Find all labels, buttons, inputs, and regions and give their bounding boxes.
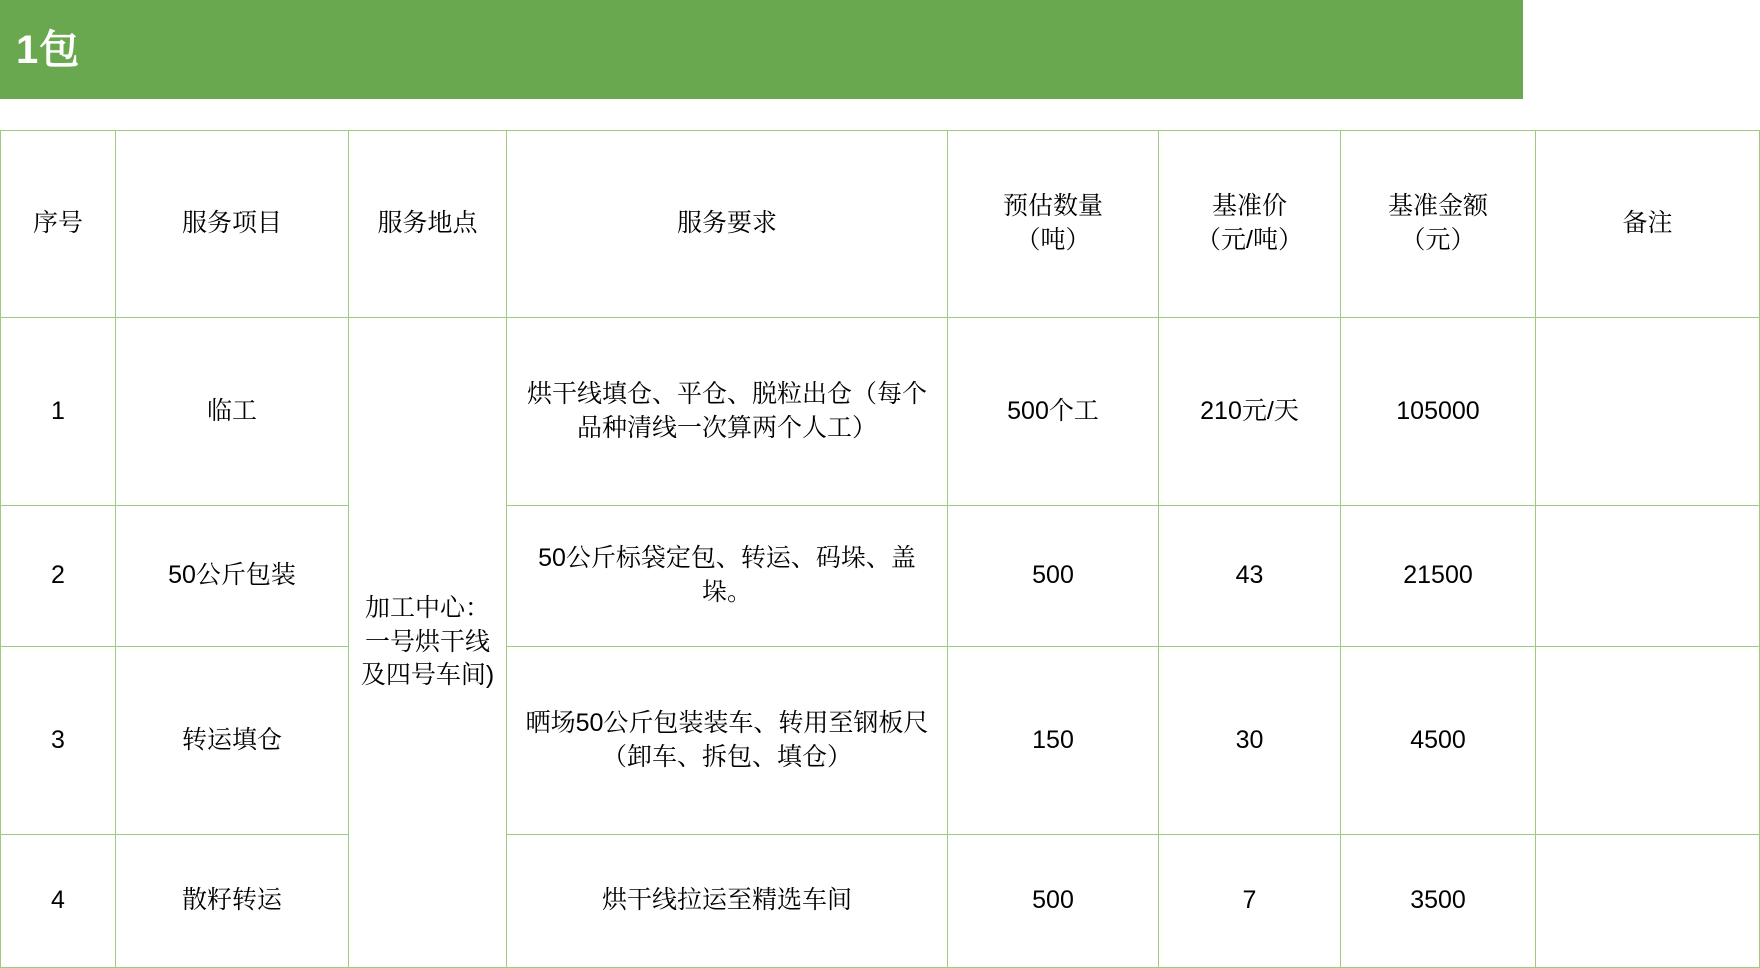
table-row (1, 647, 1760, 835)
cell-base-amount: 105000 (1341, 318, 1536, 506)
cell-estimated-quantity: 500 (948, 506, 1159, 647)
header-service-item: 服务项目 (116, 131, 349, 318)
cell-service-place-merged: 加工中心：一号烘干线及四号车间) (349, 318, 507, 968)
cell-estimated-quantity: 500 (948, 835, 1159, 968)
cell-estimated-quantity: 500个工 (948, 318, 1159, 506)
header-estimated-quantity (948, 131, 1159, 318)
cell-no: 4 (1, 835, 116, 968)
cell-no: 2 (1, 506, 116, 647)
cell-no: 1 (1, 318, 116, 506)
header-no: 序号 (1, 131, 116, 318)
table-row (1, 835, 1760, 968)
cell-base-price: 7 (1159, 835, 1341, 968)
table-row (1, 318, 1760, 506)
cell-service-item: 临工 (116, 318, 349, 506)
header-base-amount-line2: （元） (1400, 226, 1476, 254)
cell-estimated-quantity: 150 (948, 647, 1159, 835)
cell-remark (1536, 506, 1760, 647)
header-base-amount-line1: 基准金额 (1387, 192, 1488, 221)
cell-remark (1536, 835, 1760, 968)
header-base-amount (1341, 131, 1536, 318)
header-service-place: 服务地点 (349, 131, 507, 318)
cell-service-item: 散籽转运 (116, 835, 349, 968)
cell-service-requirement: 晒场50公斤包装装车、转用至钢板尺（卸车、拆包、填仓） (507, 647, 948, 835)
cell-base-price: 30 (1159, 647, 1341, 835)
cell-service-item: 50公斤包装 (116, 506, 349, 647)
header-estimated-quantity-line2: （吨） (1015, 226, 1091, 254)
cell-base-amount: 4500 (1341, 647, 1536, 835)
table-header-row (1, 131, 1760, 318)
cell-base-amount: 3500 (1341, 835, 1536, 968)
cell-remark (1536, 647, 1760, 835)
cell-service-requirement: 烘干线拉运至精选车间 (507, 835, 948, 968)
cell-base-amount: 21500 (1341, 506, 1536, 647)
header-base-price (1159, 131, 1341, 318)
header-remark: 备注 (1536, 131, 1760, 318)
header-service-requirement: 服务要求 (507, 131, 948, 318)
cell-base-price: 210元/天 (1159, 318, 1341, 506)
cell-service-requirement: 50公斤标袋定包、转运、码垛、盖垛。 (507, 506, 948, 647)
service-table-container (0, 130, 1759, 968)
cell-no: 3 (1, 647, 116, 835)
cell-remark (1536, 318, 1760, 506)
header-base-price-line2: （元/吨） (1196, 226, 1303, 254)
cell-service-requirement: 烘干线填仓、平仓、脱粒出仓（每个品种清线一次算两个人工） (507, 318, 948, 506)
cell-base-price: 43 (1159, 506, 1341, 647)
service-table (0, 130, 1760, 968)
table-header (1, 131, 1760, 318)
section-banner (0, 0, 1523, 99)
cell-service-item: 转运填仓 (116, 647, 349, 835)
table-row (1, 506, 1760, 647)
header-estimated-quantity-line1: 预估数量 (1002, 192, 1103, 221)
table-body (1, 318, 1760, 968)
banner-title: 1包 (16, 27, 81, 72)
header-base-price-line1: 基准价 (1211, 192, 1287, 221)
